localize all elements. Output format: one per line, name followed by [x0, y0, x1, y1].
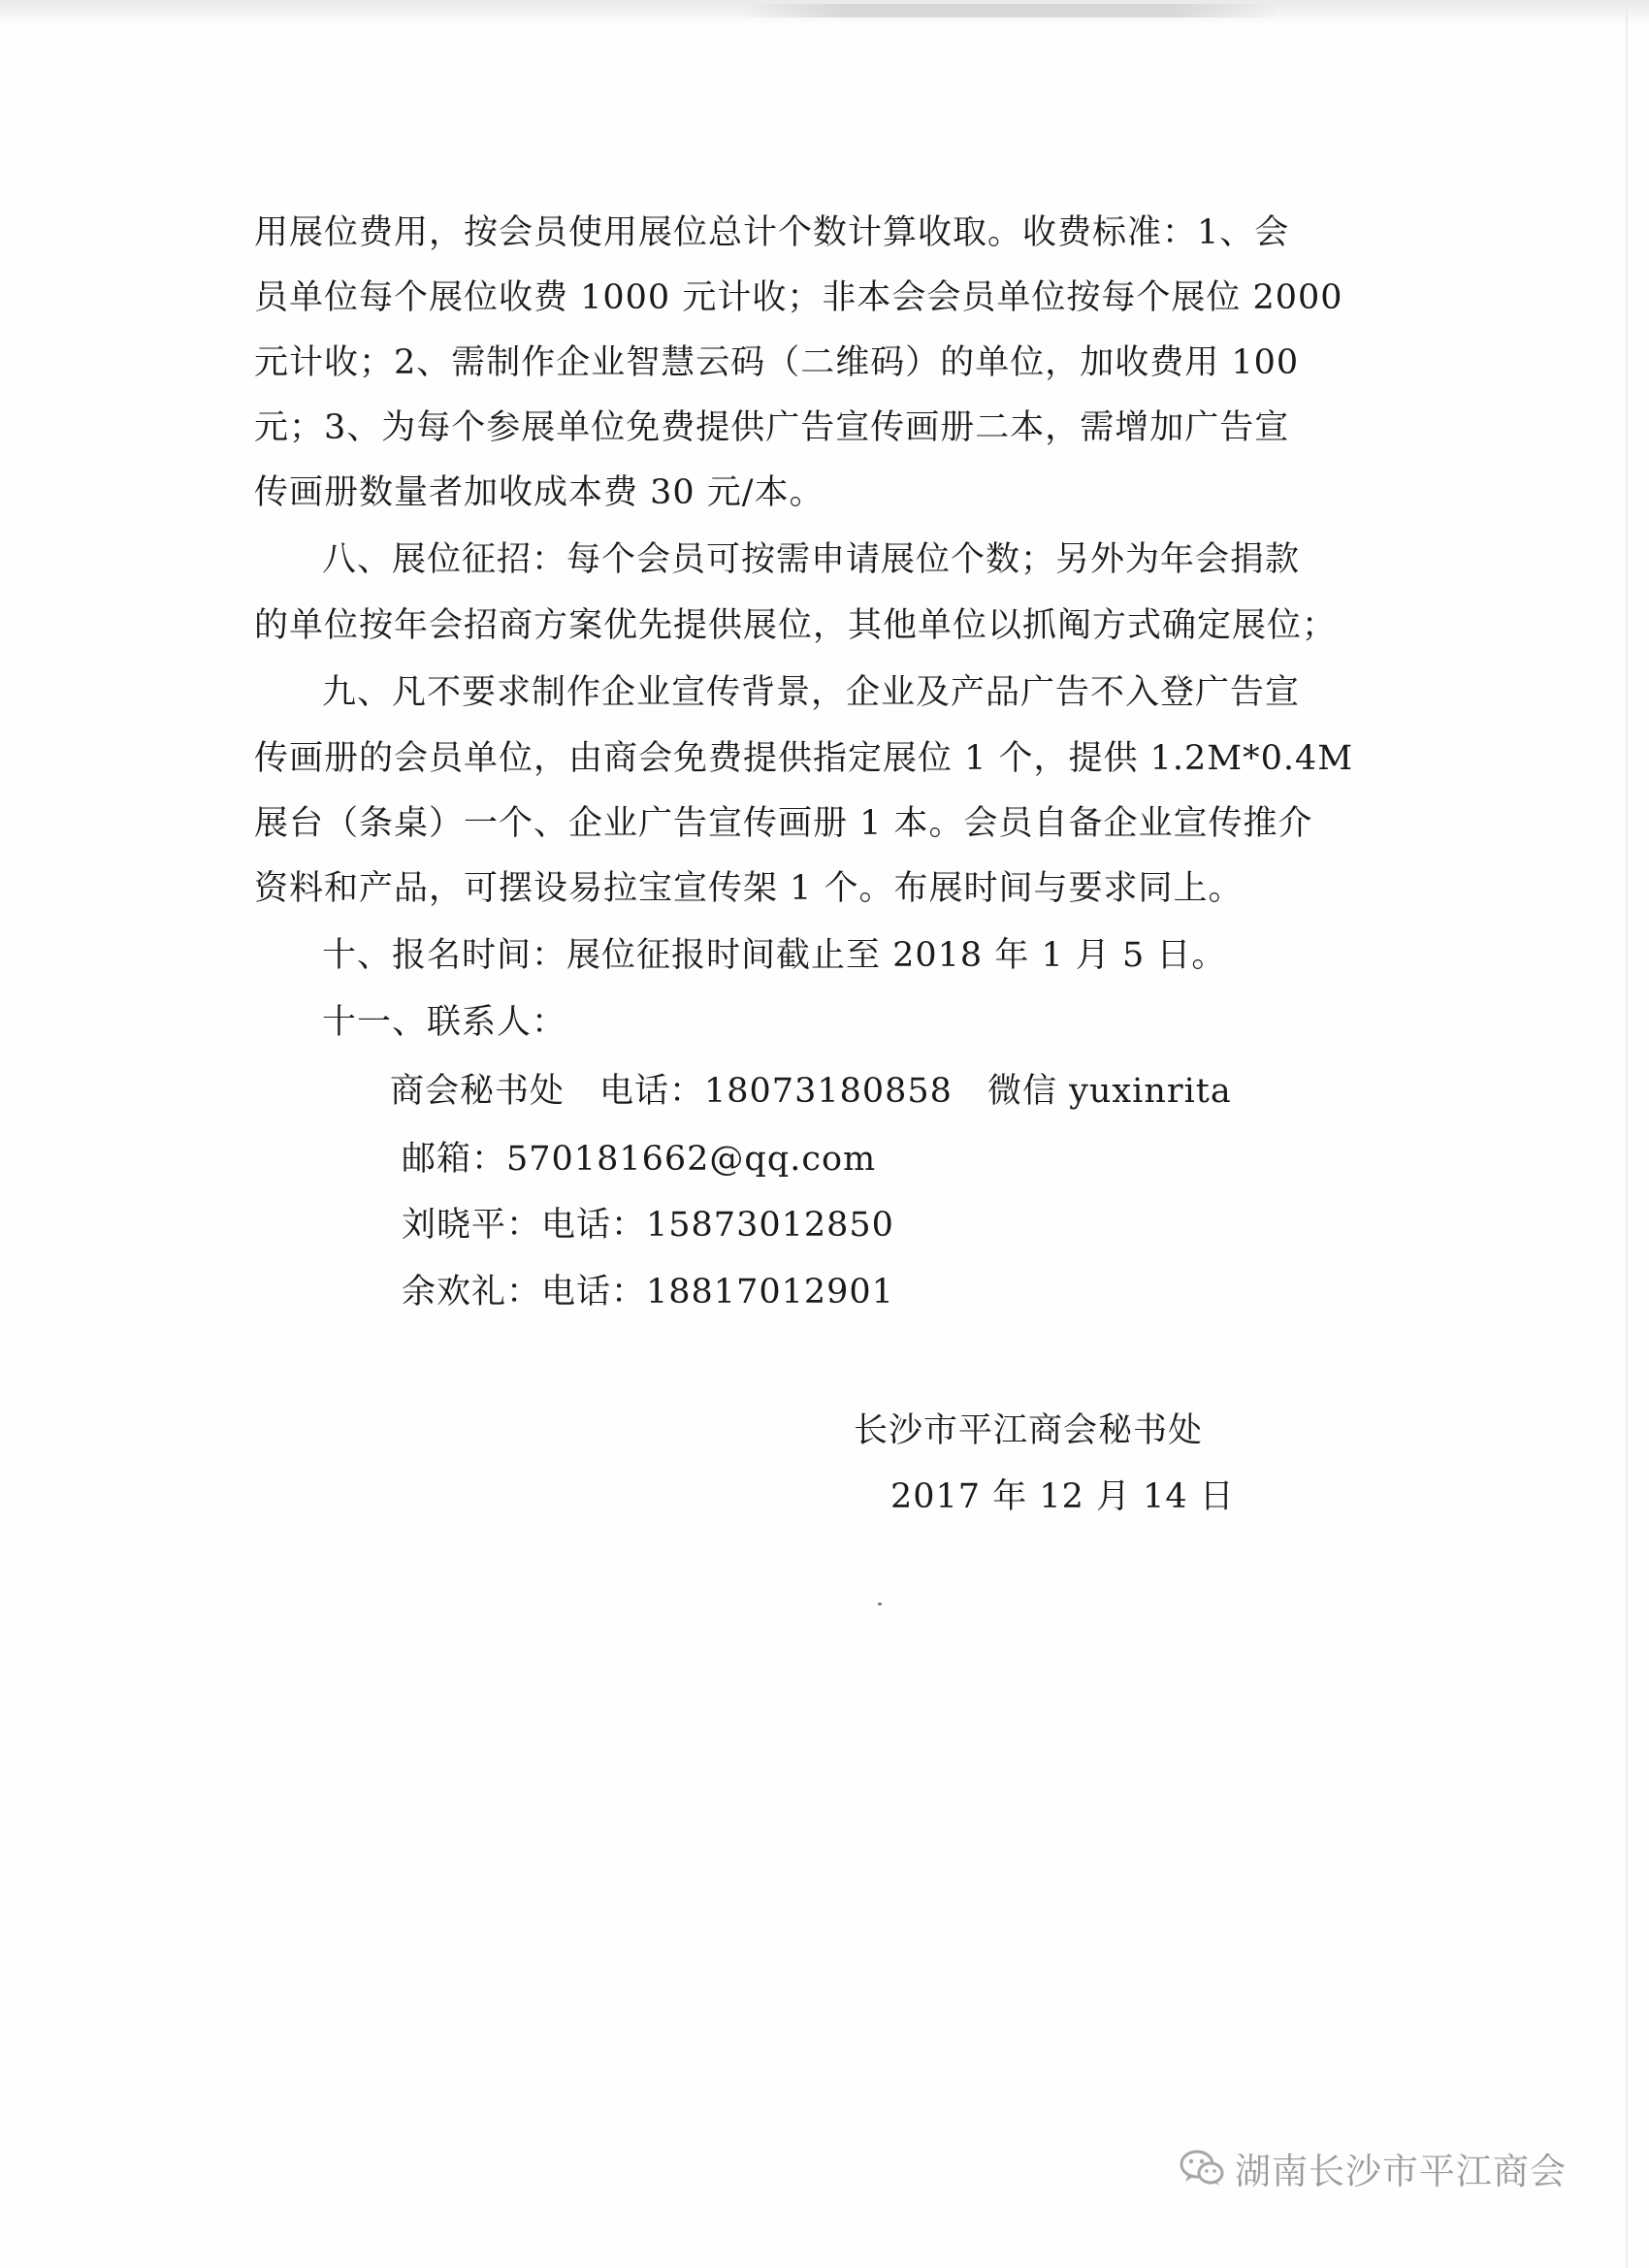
contact-secretariat: 商会秘书处 电话：18073180858 微信 yuxinrita — [390, 1072, 1232, 1111]
signature-org: 长沙市平江商会秘书处 — [854, 1411, 1204, 1450]
scan-mark — [737, 4, 1280, 17]
section-8-line-2: 的单位按年会招商方案优先提供展位，其他单位以抓阄方式确定展位； — [254, 606, 1338, 645]
body-line-4: 元；3、为每个参展单位免费提供广告宣传画册二本，需增加广告宣 — [254, 408, 1290, 447]
contact-yu-huanli: 余欢礼：电话：18817012901 — [402, 1273, 894, 1312]
body-line-5: 传画册数量者加收成本费 30 元/本。 — [254, 473, 824, 512]
scan-speck — [878, 1603, 882, 1605]
contact-email: 邮箱：570181662@qq.com — [402, 1140, 877, 1179]
section-9-line-3: 展台（条桌）一个、企业广告宣传画册 1 本。会员自备企业宣传推介 — [254, 804, 1313, 843]
contact-liu-xiaoping: 刘晓平：电话：15873012850 — [402, 1206, 894, 1245]
body-line-1: 用展位费用，按会员使用展位总计个数计算收取。收费标准：1、会 — [254, 213, 1290, 252]
section-8-line-1: 八、展位征招：每个会员可按需申请展位个数；另外为年会捐款 — [322, 540, 1301, 579]
section-9-line-4: 资料和产品，可摆设易拉宝宣传架 1 个。布展时间与要求同上。 — [254, 869, 1244, 908]
scan-right-edge — [1626, 0, 1628, 2268]
section-9-line-2: 传画册的会员单位，由商会免费提供指定展位 1 个，提供 1.2M*0.4M — [254, 739, 1354, 778]
watermark-text: 湖南长沙市平江商会 — [1235, 2151, 1567, 2192]
body-line-2: 员单位每个展位收费 1000 元计收；非本会会员单位按每个展位 2000 — [254, 278, 1343, 317]
section-11-heading: 十一、联系人： — [322, 1003, 567, 1042]
section-10-line: 十、报名时间：展位征报时间截止至 2018 年 1 月 5 日。 — [322, 936, 1227, 975]
signature-date: 2017 年 12 月 14 日 — [890, 1477, 1235, 1516]
watermark — [1179, 2139, 1567, 2197]
wechat-icon — [1179, 2149, 1225, 2187]
section-9-line-1: 九、凡不要求制作企业宣传背景，企业及产品广告不入登广告宣 — [322, 673, 1301, 712]
body-line-3: 元计收；2、需制作企业智慧云码（二维码）的单位，加收费用 100 — [254, 343, 1300, 382]
